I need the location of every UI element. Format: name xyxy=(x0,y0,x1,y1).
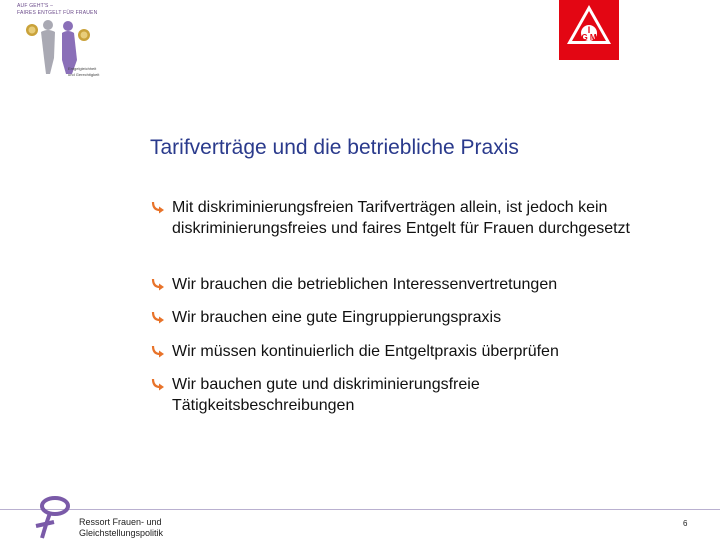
footer-department-line-1: Ressort Frauen- und xyxy=(79,517,162,527)
bullet-item xyxy=(150,197,695,239)
campaign-logo-sub-1: Entgelgleichheit xyxy=(68,66,97,71)
campaign-logo-line-1: AUF GEHT'S – xyxy=(17,3,54,9)
footer-divider xyxy=(0,509,720,510)
page-number: 6 xyxy=(683,519,688,528)
curved-arrow-icon xyxy=(150,344,165,359)
bullet-item xyxy=(150,307,695,328)
curved-arrow-icon xyxy=(150,310,165,325)
campaign-logo-line-2: FAIRES ENTGELT FÜR FRAUEN xyxy=(17,10,98,16)
ig-metall-logo-icon xyxy=(559,0,619,60)
venus-symbol-logo xyxy=(28,494,76,540)
campaign-logo xyxy=(8,0,116,80)
bullet-item xyxy=(150,274,695,295)
curved-arrow-icon xyxy=(150,200,165,215)
bullet-item xyxy=(150,341,695,362)
ig-metall-logo xyxy=(559,0,619,60)
footer-department xyxy=(79,517,163,539)
bullet-text: Wir brauchen eine gute Eingruppierungspraxis xyxy=(172,309,502,326)
slide-title: Tarifverträge und die betriebliche Praxis xyxy=(150,136,519,159)
venus-symbol-icon xyxy=(28,494,76,540)
curved-arrow-icon xyxy=(150,277,165,292)
footer-department-line-2: Gleichstellungspolitik xyxy=(79,528,164,538)
bullet-item xyxy=(150,374,582,416)
curved-arrow-icon xyxy=(150,377,165,392)
bullet-text: Wir bauchen gute und diskriminierungsfreie Tätigkeitsbeschreibungen xyxy=(172,376,480,414)
bullet-text: Wir brauchen die betrieblichen Interessenvertretungen xyxy=(172,276,558,293)
bullet-text: Mit diskriminierungsfreien Tarifverträgen allein, ist jedoch kein diskriminierungsfreies und faires Entgelt für Frauen durchgesetzt xyxy=(172,199,630,237)
bullet-text: Wir müssen kontinuierlich die Entgeltpraxis überprüfen xyxy=(172,343,559,360)
svg-text:I: I xyxy=(587,25,591,35)
svg-text:G M: G M xyxy=(581,33,597,42)
campaign-logo-sub-2: und Gerechtigkeit xyxy=(68,72,100,77)
